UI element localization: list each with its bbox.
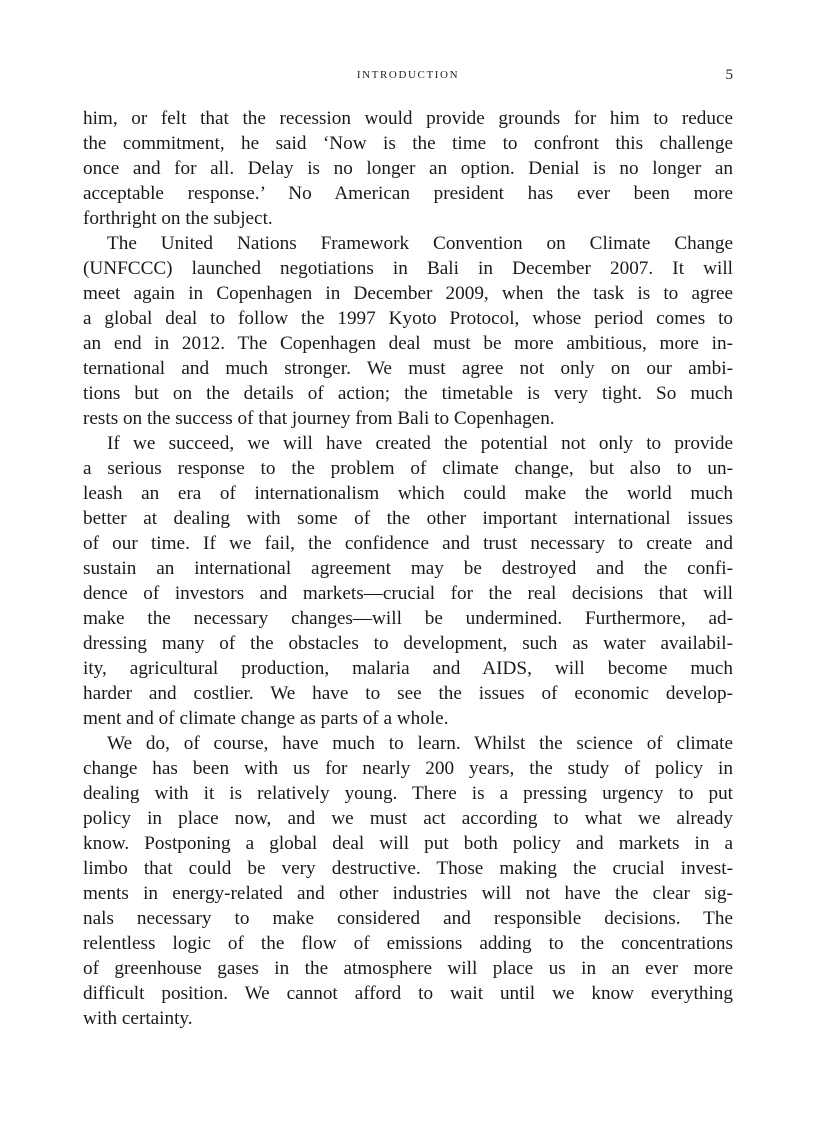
text-line: dressing many of the obstacles to development, such as water availabil- <box>83 633 733 654</box>
text-line: forthright on the subject. <box>83 208 273 229</box>
text-line: We do, of course, have much to learn. Whilst the science of climate <box>107 733 733 754</box>
text-line: The United Nations Framework Convention on Climate Change <box>107 233 733 254</box>
text-line: rests on the success of that journey from Bali to Copenhagen. <box>83 408 555 429</box>
text-line: of greenhouse gases in the atmosphere will place us in an ever more <box>83 958 733 979</box>
text-line: change has been with us for nearly 200 years, the study of policy in <box>83 758 733 779</box>
text-line: harder and costlier. We have to see the issues of economic develop- <box>83 683 733 704</box>
text-line: a global deal to follow the 1997 Kyoto Protocol, whose period comes to <box>83 308 733 329</box>
text-line: make the necessary changes—will be undermined. Furthermore, ad- <box>83 608 733 629</box>
text-line: tions but on the details of action; the timetable is very tight. So much <box>83 383 733 404</box>
paragraph <box>83 106 733 231</box>
text-line: (UNFCCC) launched negotiations in Bali in December 2007. It will <box>83 258 733 279</box>
text-line: dealing with it is relatively young. There is a pressing urgency to put <box>83 783 733 804</box>
paragraph <box>83 431 733 731</box>
text-line: limbo that could be very destructive. Those making the crucial invest- <box>83 858 733 879</box>
text-line: nals necessary to make considered and responsible decisions. The <box>83 908 733 929</box>
paragraph <box>83 231 733 431</box>
text-line: relentless logic of the flow of emissions adding to the concentrations <box>83 933 733 954</box>
text-line: an end in 2012. The Copenhagen deal must be more ambitious, more in- <box>83 333 733 354</box>
text-line: with certainty. <box>83 1008 193 1029</box>
text-line: leash an era of internationalism which could make the world much <box>83 483 733 504</box>
text-line: once and for all. Delay is no longer an option. Denial is no longer an <box>83 158 733 179</box>
text-line: the commitment, he said ‘Now is the time to confront this challenge <box>83 133 733 154</box>
running-head <box>83 69 733 85</box>
text-line: ity, agricultural production, malaria and AIDS, will become much <box>83 658 733 679</box>
running-title: INTRODUCTION <box>356 69 460 81</box>
text-line: meet again in Copenhagen in December 2009, when the task is to agree <box>83 283 733 304</box>
text-line: difficult position. We cannot afford to wait until we know everything <box>83 983 733 1004</box>
text-line: ments in energy-related and other industries will not have the clear sig- <box>83 883 733 904</box>
body-text <box>83 106 733 1031</box>
paragraph <box>83 731 733 1031</box>
text-line: If we succeed, we will have created the potential not only to provide <box>107 433 733 454</box>
page-number: 5 <box>725 67 733 83</box>
text-line: ternational and much stronger. We must agree not only on our ambi- <box>83 358 733 379</box>
text-line: him, or felt that the recession would provide grounds for him to reduce <box>83 108 733 129</box>
text-line: better at dealing with some of the other important international issues <box>83 508 733 529</box>
text-line: ment and of climate change as parts of a whole. <box>83 708 449 729</box>
text-line: know. Postponing a global deal will put both policy and markets in a <box>83 833 733 854</box>
text-line: policy in place now, and we must act according to what we already <box>83 808 733 829</box>
text-line: a serious response to the problem of climate change, but also to un- <box>83 458 733 479</box>
text-line: acceptable response.’ No American president has ever been more <box>83 183 733 204</box>
text-line: sustain an international agreement may be destroyed and the confi- <box>83 558 733 579</box>
text-line: dence of investors and markets—crucial for the real decisions that will <box>83 583 733 604</box>
text-line: of our time. If we fail, the confidence and trust necessary to create and <box>83 533 733 554</box>
